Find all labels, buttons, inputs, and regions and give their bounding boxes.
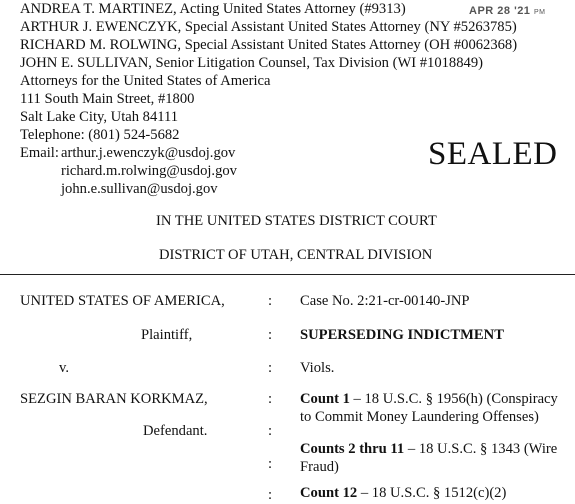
versus-label: v.: [59, 360, 69, 376]
email-label: Email:: [20, 145, 59, 161]
court-title: IN THE UNITED STATES DISTRICT COURT: [156, 213, 437, 229]
email-sullivan: john.e.sullivan@usdoj.gov: [61, 181, 218, 197]
document-title: SUPERSEDING INDICTMENT: [300, 327, 504, 343]
filing-stamp-date: APR 28 '21: [469, 5, 531, 17]
attorneys-for-line: Attorneys for the United States of America: [20, 73, 271, 89]
defendant-name: SEZGIN BARAN KORKMAZ,: [20, 391, 208, 407]
email-ewenczyk: arthur.j.ewenczyk@usdoj.gov: [61, 145, 236, 161]
address-city: Salt Lake City, Utah 84111: [20, 109, 179, 125]
attorney-line-sullivan: JOHN E. SULLIVAN, Senior Litigation Counsel, Tax Division (WI #1018849): [20, 55, 483, 71]
count-1-text: – 18 U.S.C. § 1956(h) (Conspiracy: [349, 391, 558, 407]
separator-5: :: [268, 423, 273, 439]
attorney-line-rolwing: RICHARD M. ROLWING, Special Assistant United States Attorney (OH #0062368): [20, 37, 518, 53]
count-1: [300, 390, 558, 426]
counts-2-11: [300, 440, 557, 476]
counts-2-11-text-cont: Fraud): [300, 459, 339, 475]
filing-stamp-suffix: PM: [534, 9, 546, 16]
address-street: 111 South Main Street, #1800: [20, 91, 195, 107]
plaintiff-role: Plaintiff,: [141, 327, 193, 343]
case-number: Case No. 2:21-cr-00140-JNP: [300, 293, 470, 309]
separator-6: :: [268, 456, 273, 472]
count-12-text: – 18 U.S.C. § 1512(c)(2): [357, 485, 507, 501]
sealed-stamp: SEALED: [428, 136, 558, 172]
separator-2: :: [268, 327, 273, 343]
defendant-role: Defendant.: [143, 423, 208, 439]
count-12: [300, 484, 506, 502]
counts-2-11-text: – 18 U.S.C. § 1343 (Wire: [404, 441, 558, 457]
separator-7: :: [268, 487, 273, 503]
count-1-text-cont: to Commit Money Laundering Offenses): [300, 409, 539, 425]
caption-top-rule: [0, 274, 575, 275]
attorney-line-martinez: ANDREA T. MARTINEZ, Acting United States Attorney (#9313): [20, 1, 406, 17]
court-district: DISTRICT OF UTAH, CENTRAL DIVISION: [159, 247, 433, 263]
count-12-label: Count 12: [300, 485, 358, 501]
plaintiff-name: UNITED STATES OF AMERICA,: [20, 293, 225, 309]
telephone-line: Telephone: (801) 524-5682: [20, 127, 180, 143]
violations-label: Viols.: [300, 360, 335, 376]
separator-1: :: [268, 293, 273, 309]
attorney-line-ewenczyk: ARTHUR J. EWENCZYK, Special Assistant United States Attorney (NY #5263785): [20, 19, 517, 35]
counts-2-11-label: Counts 2 thru 11: [300, 441, 405, 457]
separator-3: :: [268, 360, 273, 376]
email-rolwing: richard.m.rolwing@usdoj.gov: [61, 163, 237, 179]
separator-4: :: [268, 391, 273, 407]
count-1-label: Count 1: [300, 391, 350, 407]
